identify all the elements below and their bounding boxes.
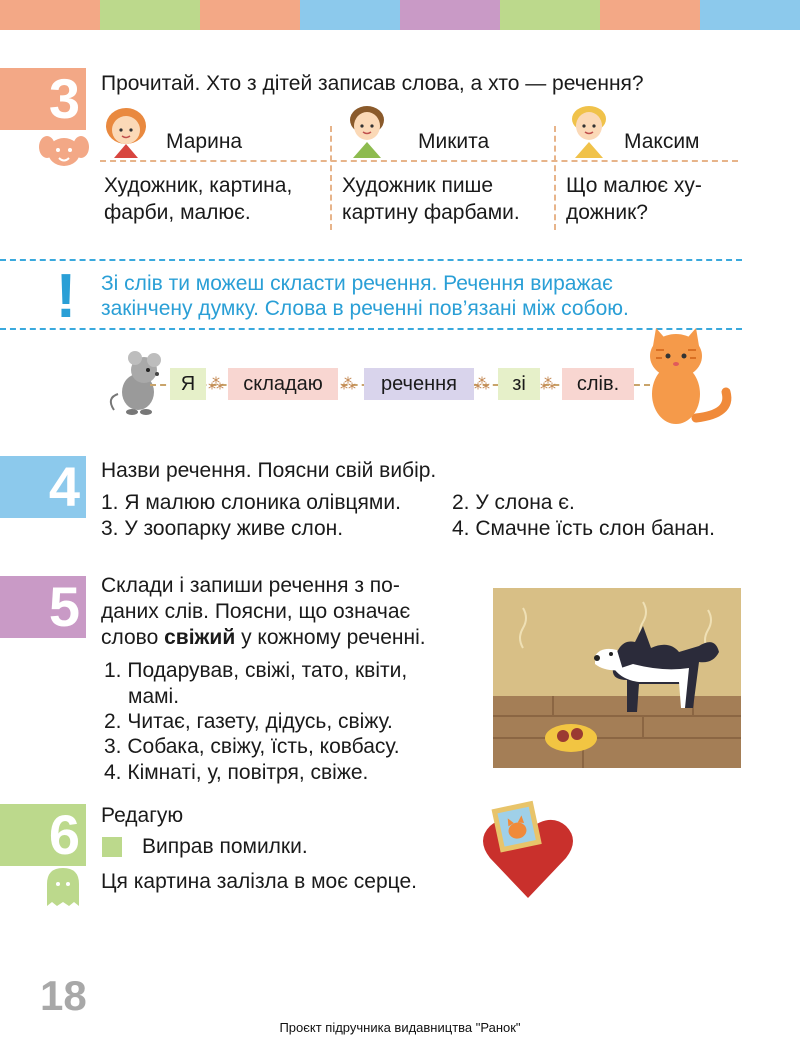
exercise-6-heading: Редагую <box>101 804 184 827</box>
kid-name: Микита <box>418 130 490 153</box>
task-text: у кожному реченні. <box>235 626 426 649</box>
task-text: слово <box>101 626 165 649</box>
bow-icon: ⁂ <box>540 376 556 393</box>
kid-name: Марина <box>166 130 243 153</box>
mouse-icon <box>104 348 172 416</box>
exercise-5-item: 3. Собака, свіжу, їсть, ковбасу. <box>104 735 400 758</box>
word-card: зі <box>498 368 540 400</box>
dog-icon <box>38 132 90 170</box>
exercise-4-item: 2. У слона є. <box>452 491 575 514</box>
exercise-6-sentence: Ця картина залізла в моє серце. <box>101 870 417 893</box>
kid-answer: Що малює ху- <box>566 174 702 197</box>
table-divider <box>554 126 556 230</box>
exercise-5-number: 5 <box>0 576 86 638</box>
ghost-icon <box>44 866 82 908</box>
kid-answer: фарби, малює. <box>104 201 251 224</box>
boy-avatar-icon <box>345 102 389 158</box>
exercise-5-item: 2. Читає, газету, дідусь, свіжу. <box>104 710 393 733</box>
exercise-5-task: даних слів. Поясни, що означає <box>101 600 411 623</box>
word-card: слів. <box>562 368 634 400</box>
exercise-4-number: 4 <box>0 456 86 518</box>
top-bar-segment <box>200 0 300 30</box>
exercise-5-task <box>101 624 426 651</box>
kid-answer: картину фарбами. <box>342 201 520 224</box>
exercise-4-task: Назви речення. Поясни свій вибір. <box>101 459 437 482</box>
exercise-3-task: Прочитай. Хто з дітей записав слова, а хто — речення? <box>101 72 644 95</box>
girl-avatar-icon <box>100 104 152 158</box>
kid-name: Максим <box>624 130 700 153</box>
table-divider <box>100 160 738 162</box>
exercise-4-item: 4. Смачне їсть слон банан. <box>452 517 715 540</box>
cat-icon <box>636 322 736 426</box>
top-bar-segment <box>500 0 600 30</box>
top-bar-segment <box>400 0 500 30</box>
key-word: свіжий <box>164 626 236 649</box>
exercise-6-task: Виправ помилки. <box>142 835 308 858</box>
top-color-bar <box>0 0 800 30</box>
page-number: 18 <box>40 972 87 1019</box>
exercise-5-item: 1. Подарував, свіжі, тато, квіти, <box>104 659 408 682</box>
top-bar-segment <box>300 0 400 30</box>
bow-icon: ⁂ <box>340 376 356 393</box>
rule-border-bottom <box>0 328 742 330</box>
kid-answer: дожник? <box>566 201 648 224</box>
exercise-3-number: 3 <box>0 68 86 130</box>
top-bar-segment <box>0 0 100 30</box>
exercise-5-item: 4. Кімнаті, у, повітря, свіже. <box>104 761 369 784</box>
footer-note: Проєкт підручника видавництва "Ранок" <box>279 1020 521 1035</box>
boy-avatar-icon <box>567 102 611 158</box>
kid-answer: Художник пише <box>342 174 494 197</box>
bow-icon: ⁂ <box>208 376 224 393</box>
exclamation-icon: ! <box>55 262 77 331</box>
rule-text: Зі слів ти можеш скласти речення. Речення виражає <box>101 272 613 295</box>
exercise-6-number: 6 <box>0 804 86 866</box>
exercise-5-item: мамі. <box>128 685 180 708</box>
task-square-icon <box>102 837 122 857</box>
kid-answer: Художник, картина, <box>104 174 293 197</box>
dog-illustration <box>493 588 741 768</box>
heart-picture-illustration <box>480 798 576 902</box>
rule-text: закінчену думку. Слова в реченні пов’язані між собою. <box>101 297 629 320</box>
word-card: складаю <box>228 368 338 400</box>
rule-border-top <box>0 259 742 261</box>
top-bar-segment <box>100 0 200 30</box>
top-bar-segment <box>600 0 700 30</box>
top-bar-segment <box>700 0 800 30</box>
word-card: Я <box>170 368 206 400</box>
exercise-5-task: Склади і запиши речення з по- <box>101 574 400 597</box>
bow-icon: ⁂ <box>474 376 490 393</box>
table-divider <box>330 126 332 230</box>
word-card: речення <box>364 368 474 400</box>
exercise-4-item: 1. Я малюю слоника олівцями. <box>101 491 401 514</box>
exercise-4-item: 3. У зоопарку живе слон. <box>101 517 344 540</box>
